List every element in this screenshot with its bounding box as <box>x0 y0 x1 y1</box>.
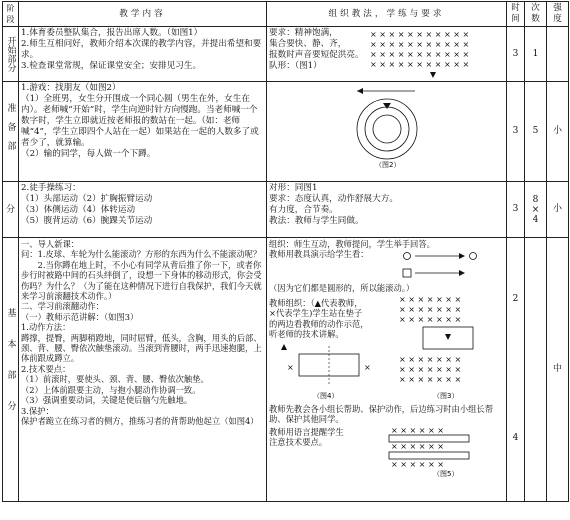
practice-section <box>269 425 504 477</box>
reps-basic <box>525 238 547 502</box>
content-line: 问：1.皮球、车轮为什么能滚动？方形的东西为什么不能滚动呢？ <box>21 249 262 260</box>
stage-start: 开始部分 <box>3 27 19 82</box>
content-line: 2.师生互相问好，教师介绍本次课的教学内容，并提出希望和要求。 <box>21 39 262 60</box>
row-prep-game <box>3 82 569 182</box>
figure2-caption: （图2） <box>374 161 400 169</box>
time-start: 3 <box>507 27 525 82</box>
org-line: 教师先教会各小组长帮助、保护动作，后边练习时由小组长帮助、保护其他同学。 <box>269 403 494 425</box>
content-line: 2.当你蹲在地上时，不小心有同学从背后推了你一下，或者你步行时被路中间的石头绊倒了，设想一下身体的移动形式，你会受伤吗？为什么？（为了能在这种情况下进行自我保护，我们今天就来学习前滚翻技术动作。） <box>21 259 262 302</box>
org-prep-game <box>267 82 507 182</box>
figure4-spotting <box>269 340 389 404</box>
demo-figures <box>269 294 504 404</box>
svg-text:× × × × × × × × × × ×: × × × × × × × × × × × <box>370 30 470 39</box>
content-start <box>19 27 267 82</box>
org-line: 报数时声音要短促洪亮。 <box>269 50 364 60</box>
row-start <box>3 27 569 82</box>
svg-text:× × × × × ×: × × × × × × <box>391 441 444 451</box>
header-intensity: 强度 <box>547 2 569 27</box>
stage-basic: 基本部分 <box>3 238 19 502</box>
svg-text:× × × × × × × × × × ×: × × × × × × × × × × × <box>370 50 470 59</box>
figure1-formation <box>364 28 504 80</box>
time-basic <box>507 238 525 502</box>
svg-text:× × × × × × ×: × × × × × × × <box>399 364 462 374</box>
org-line: 教师用语言提醒学生 <box>269 426 344 437</box>
intensity-prep-exercise: 小 <box>547 182 569 238</box>
org-line: 教师用教具演示给学生看： <box>269 249 369 260</box>
content-line: （1）前滚时，要使头、颈、背、腰、臀依次触垫。 <box>21 374 209 385</box>
org-line: 教法：教师与学生同做。 <box>269 216 364 226</box>
org-line: 组织：师生互动，教师提问，学生举手回答。 <box>269 239 435 249</box>
org-start <box>267 27 507 82</box>
ball-square-demo <box>399 249 489 283</box>
content-line: 1.体育委员整队集合，报告出席人数。（如图1） <box>21 28 203 38</box>
figure3-caption: （图3） <box>433 391 459 400</box>
stage-prep2: 分 <box>3 182 19 238</box>
org-prep-exercise <box>267 182 507 238</box>
header-content: 教学内容 <box>19 2 267 27</box>
reps-prep-exercise: 8 × 4 <box>525 182 547 238</box>
content-line: （1）全班男，女生分开围成一个同心圆（男生在外，女生在内）。老师喊“开始”时，学生向逆时针方向慢跑。当老师喊一个数字时，学生立即就近按老师报的数站在一起。（如：老师喊“4”，学生立即四个人站在一起）如果站在一起的人数多了或者少了，就算输。 <box>21 94 259 148</box>
org-line: （因为它们都是圆形的，所以能滚动。） <box>269 283 415 294</box>
figure4-caption: （图4） <box>313 391 339 400</box>
time-basic-1: 2 <box>512 294 519 304</box>
content-line: 1.游戏：找朋友（如图2） <box>21 83 121 93</box>
org-line: 注意技术要点。 <box>269 437 328 448</box>
svg-text:× × × × × × ×: × × × × × × × <box>399 314 462 324</box>
content-line: 2.徒手操练习： <box>21 183 81 193</box>
content-line: 3.检查课堂常规，保证课堂安全；安排见习生。 <box>21 61 202 71</box>
teacher-marker <box>430 72 436 78</box>
content-line: 保护者跪立在练习者的侧方，推练习者的背帮助他起立（如图4） <box>21 415 259 426</box>
org-line: 要求：态度认真，动作舒展大方。 <box>269 194 398 204</box>
content-line: （3）强调重要动词，关键是使后脑勺先触地。 <box>21 395 193 406</box>
svg-text:×: × <box>287 362 294 372</box>
svg-text:× × × × × ×: × × × × × × <box>391 425 444 435</box>
figure3-mat-layout <box>393 294 505 402</box>
content-line: 3.保护： <box>21 405 54 416</box>
org-line: 要求：精神饱满， <box>269 28 338 38</box>
time-prep-exercise: 3 <box>507 182 525 238</box>
svg-text:× × × × × × ×: × × × × × × × <box>399 354 462 364</box>
svg-text:× × × × × × ×: × × × × × × × <box>399 304 462 314</box>
org-line: 对形：同图1 <box>269 183 318 193</box>
content-line: （5）腹背运动（6）腕踝关节运动 <box>21 216 153 226</box>
svg-text:× × × × × × ×: × × × × × × × <box>399 294 462 304</box>
org-line: 的两边看教师的动作示范， <box>269 318 369 329</box>
header-org: 组织教法，学练与要求 <box>267 2 507 27</box>
row-prep-exercise <box>3 182 569 238</box>
content-line: （3）体侧运动（4）体转运动 <box>21 205 136 215</box>
org-line: 教师组织：（▲代表教师， <box>269 297 363 308</box>
content-line: 2.技术要点： <box>21 363 71 374</box>
time-basic-2: 4 <box>512 433 519 443</box>
svg-text:× × × × × × × × × × ×: × × × × × × × × × × × <box>370 40 470 49</box>
org-line: 听老师的技术讲解。 <box>269 329 344 340</box>
reps-prep-game: 5 <box>525 82 547 182</box>
content-line: 二、学习前滚翻动作： <box>21 301 104 312</box>
org-line: 集合要快、静、齐， <box>269 39 347 49</box>
content-line: 一、导人新课： <box>21 239 80 249</box>
teaching-aid-demo <box>269 249 504 283</box>
content-line: （2）输的同学，每人做一个下蹲。 <box>21 149 156 159</box>
intensity-basic: 中 <box>547 238 569 502</box>
intensity-prep-game: 小 <box>547 82 569 182</box>
header-stage: 阶段 <box>3 2 19 27</box>
time-prep-game: 3 <box>507 82 525 182</box>
org-line: 有力度，合节奏。 <box>269 205 338 215</box>
org-basic <box>267 238 507 502</box>
content-prep-exercise <box>19 182 267 238</box>
content-line: 1.动作方法： <box>21 322 71 333</box>
teacher-marker <box>281 344 287 350</box>
figure2-circles <box>327 83 447 171</box>
svg-text:× × × × × ×: × × × × × × <box>391 459 444 469</box>
lesson-plan-table <box>2 1 569 502</box>
org-line: ×代表学生)学生站在垫子 <box>269 308 363 319</box>
teacher-marker <box>445 334 451 340</box>
intensity-start <box>547 27 569 82</box>
content-prep-game <box>19 82 267 182</box>
figure5-caption: （图5） <box>433 469 459 477</box>
header-row <box>3 2 569 27</box>
content-basic <box>19 238 267 502</box>
org-line: 队形：（图1） <box>269 61 322 71</box>
header-reps: 次数 <box>525 2 547 27</box>
stage-prep: 准备部 <box>3 82 19 182</box>
row-basic <box>3 238 569 502</box>
content-line: 蹲撑，提臀，两脚稍蹬地，同时屈臂，低头，含胸，用头的后部、颈、背、腰、臀依次触垫滚动。当滚到背腰时，两手迅速抱腿，上体前跟成蹲立。 <box>21 332 262 364</box>
reps-start: 1 <box>525 27 547 82</box>
teacher-marker <box>383 103 391 109</box>
svg-text:×: × <box>364 362 371 372</box>
content-line: （1）头部运动（2）扩胸振臂运动 <box>21 194 153 204</box>
lesson-plan-page <box>0 1 570 520</box>
content-line: （一）教师示范讲解：（如图3） <box>21 311 139 322</box>
header-time: 时间 <box>507 2 525 27</box>
content-line: （2）上体前跟要主动，与抱小腿动作协调一致。 <box>21 384 201 395</box>
svg-text:× × × × × × × × × × ×: × × × × × × × × × × × <box>370 60 470 69</box>
figure5-groups <box>385 425 505 477</box>
svg-text:× × × × × × ×: × × × × × × × <box>399 374 462 384</box>
